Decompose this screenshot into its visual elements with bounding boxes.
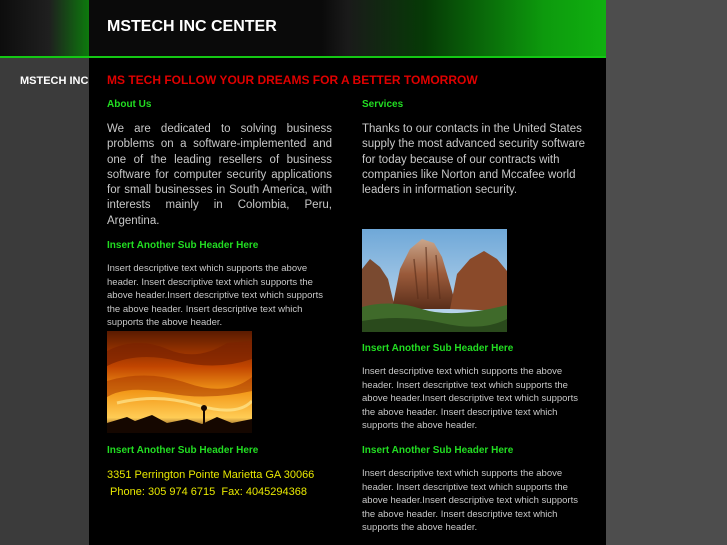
site-title: MSTECH INC CENTER [107,18,277,35]
phone-fax-line: Phone: 305 974 6715 Fax: 4045294368 [107,485,308,498]
side-nav-label[interactable]: MSTECH INC [20,75,89,87]
left-subheader-1: Insert Another Sub Header Here [107,240,259,251]
left-subtext-1: Insert descriptive text which supports the above header. Insert descriptive text which supports the above header.Insert descriptive text which supports the above header. Insert descriptive text which supports the above header. [107,263,323,329]
services-heading: Services [362,99,404,110]
right-subtext-2: Insert descriptive text which supports the above header. Insert descriptive text which supports the above header.Insert descriptive text which supports the above header. Insert descriptive text which supports the above header. [362,468,578,534]
contact-info [107,467,314,500]
right-subtext-1: Insert descriptive text which supports the above header. Insert descriptive text which supports the above header.Insert descriptive text which supports the above header. Insert descriptive text which supports the above header. [362,366,578,432]
right-subheader-1: Insert Another Sub Header Here [362,343,514,354]
canyon-photo [362,229,507,332]
right-gutter [606,0,727,58]
about-text: We are dedicated to solving business problems on a software-implemented and one of the leading resellers of business software for computer security applications for small businesses in South America, with interests mainly in Colombia, Peru, Argentina. [107,123,332,227]
address-line: 3351 Perrington Pointe Marietta GA 30066 [107,469,315,481]
right-subheader-2: Insert Another Sub Header Here [362,445,514,456]
sunset-photo [107,331,252,433]
left-header-gradient [0,0,89,58]
services-text: Thanks to our contacts in the United States supply the most advanced security software for today because of our contracts with companies like Norton and Mccafee world leaders in information security. [362,123,586,197]
left-subheader-2: Insert Another Sub Header Here [107,445,259,456]
about-heading: About Us [107,99,152,110]
tagline: MS TECH FOLLOW YOUR DREAMS FOR A BETTER TOMORROW [107,73,478,87]
